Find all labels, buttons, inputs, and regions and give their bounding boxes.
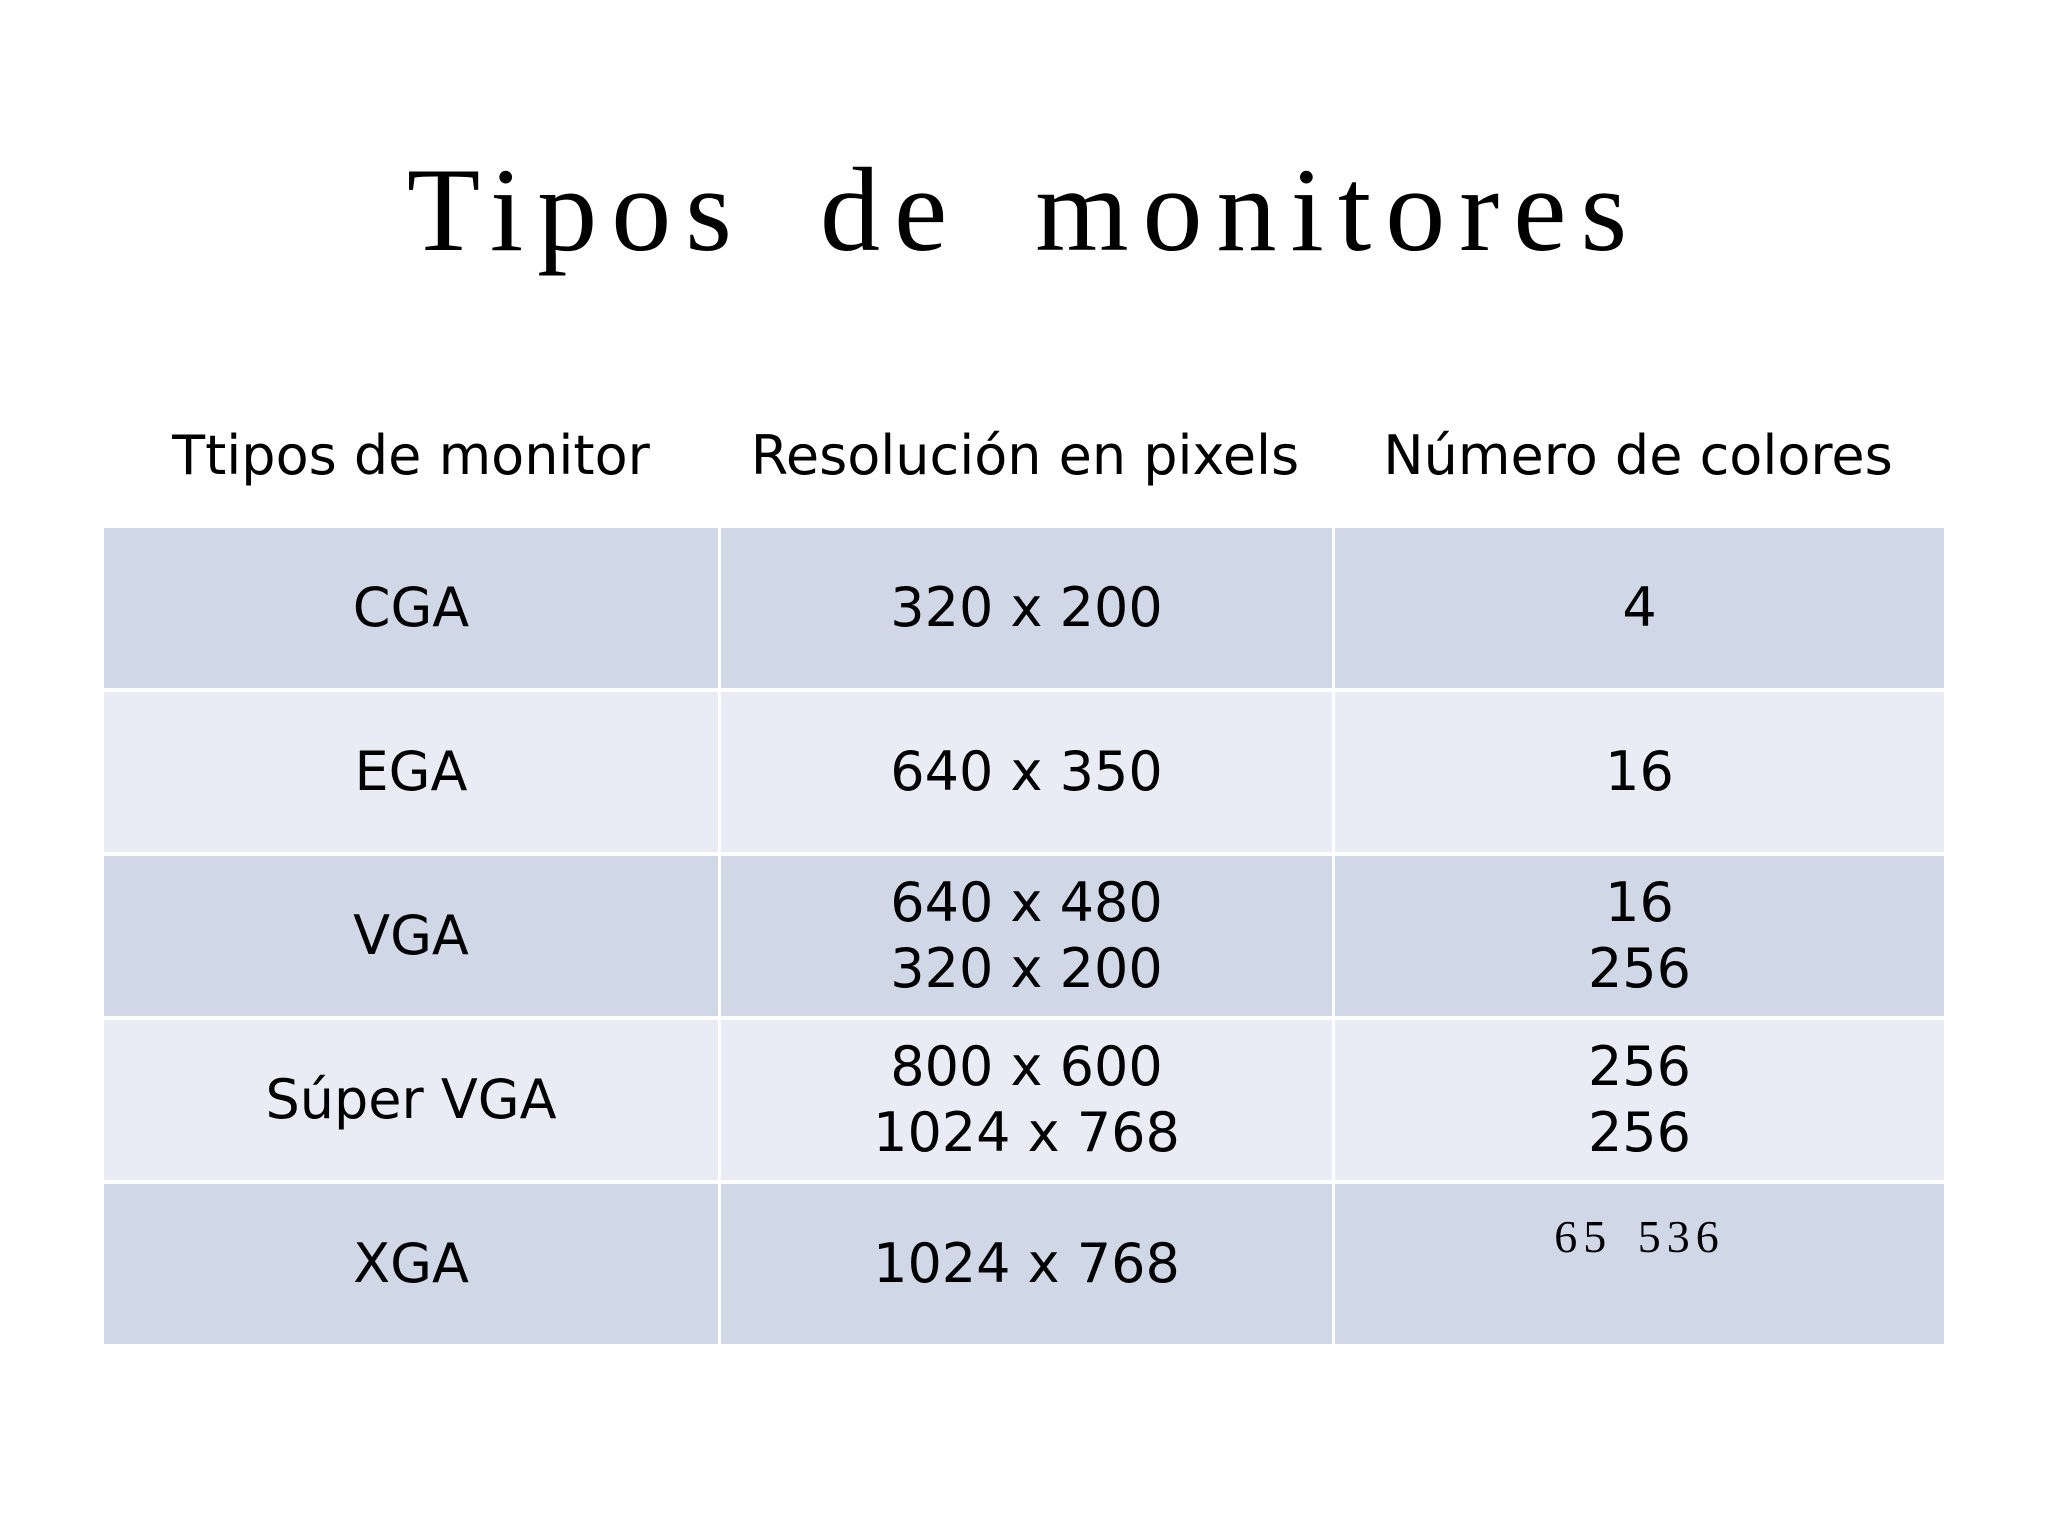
resolution-text: 1024 x 768 (873, 1101, 1180, 1164)
cell-resolution (718, 1184, 1332, 1344)
cell-monitor-type (104, 856, 718, 1016)
cell-monitor-type (104, 1184, 718, 1344)
resolution-text: 320 x 200 (890, 576, 1163, 639)
cell-resolution (718, 692, 1332, 852)
cell-resolution (718, 1020, 1332, 1180)
colors-text: 16 (1605, 740, 1674, 803)
colors-text: 65 536 (1554, 1211, 1725, 1262)
table-row (104, 528, 1944, 688)
cell-resolution (718, 856, 1332, 1016)
monitor-type-text: VGA (353, 904, 469, 967)
monitor-type-text: XGA (353, 1232, 469, 1295)
colors-text: 256 (1587, 1035, 1692, 1098)
monitor-type-text: CGA (352, 576, 470, 639)
monitor-type-text: EGA (354, 740, 468, 803)
cell-colors (1332, 856, 1944, 1016)
table-row (104, 688, 1944, 852)
cell-colors (1332, 528, 1944, 688)
cell-colors (1332, 692, 1944, 852)
monitor-table (104, 384, 1944, 1344)
resolution-text: 1024 x 768 (873, 1232, 1180, 1295)
monitor-type-text: Súper VGA (265, 1068, 557, 1131)
cell-resolution (718, 528, 1332, 688)
resolution-text: 800 x 600 (890, 1035, 1163, 1098)
table-header-row (104, 384, 1944, 528)
colors-text: 16 (1605, 871, 1674, 934)
slide-title: Tipos de monitores (406, 143, 1642, 276)
cell-monitor-type (104, 692, 718, 852)
colors-text: 4 (1622, 576, 1657, 639)
resolution-text: 320 x 200 (890, 937, 1163, 1000)
cell-colors (1332, 1020, 1944, 1180)
header-monitor-type: Ttipos de monitor (172, 424, 650, 487)
cell-colors (1332, 1184, 1944, 1344)
resolution-text: 640 x 480 (890, 871, 1163, 934)
header-colors: Número de colores (1383, 424, 1893, 487)
table-row (104, 1016, 1944, 1180)
colors-text: 256 (1587, 937, 1692, 1000)
cell-monitor-type (104, 1020, 718, 1180)
colors-text: 256 (1587, 1101, 1692, 1164)
table-body (104, 528, 1944, 1344)
table-row (104, 1180, 1944, 1344)
cell-monitor-type (104, 528, 718, 688)
resolution-text: 640 x 350 (890, 740, 1163, 803)
header-resolution: Resolución en pixels (750, 424, 1300, 487)
table-row (104, 852, 1944, 1016)
